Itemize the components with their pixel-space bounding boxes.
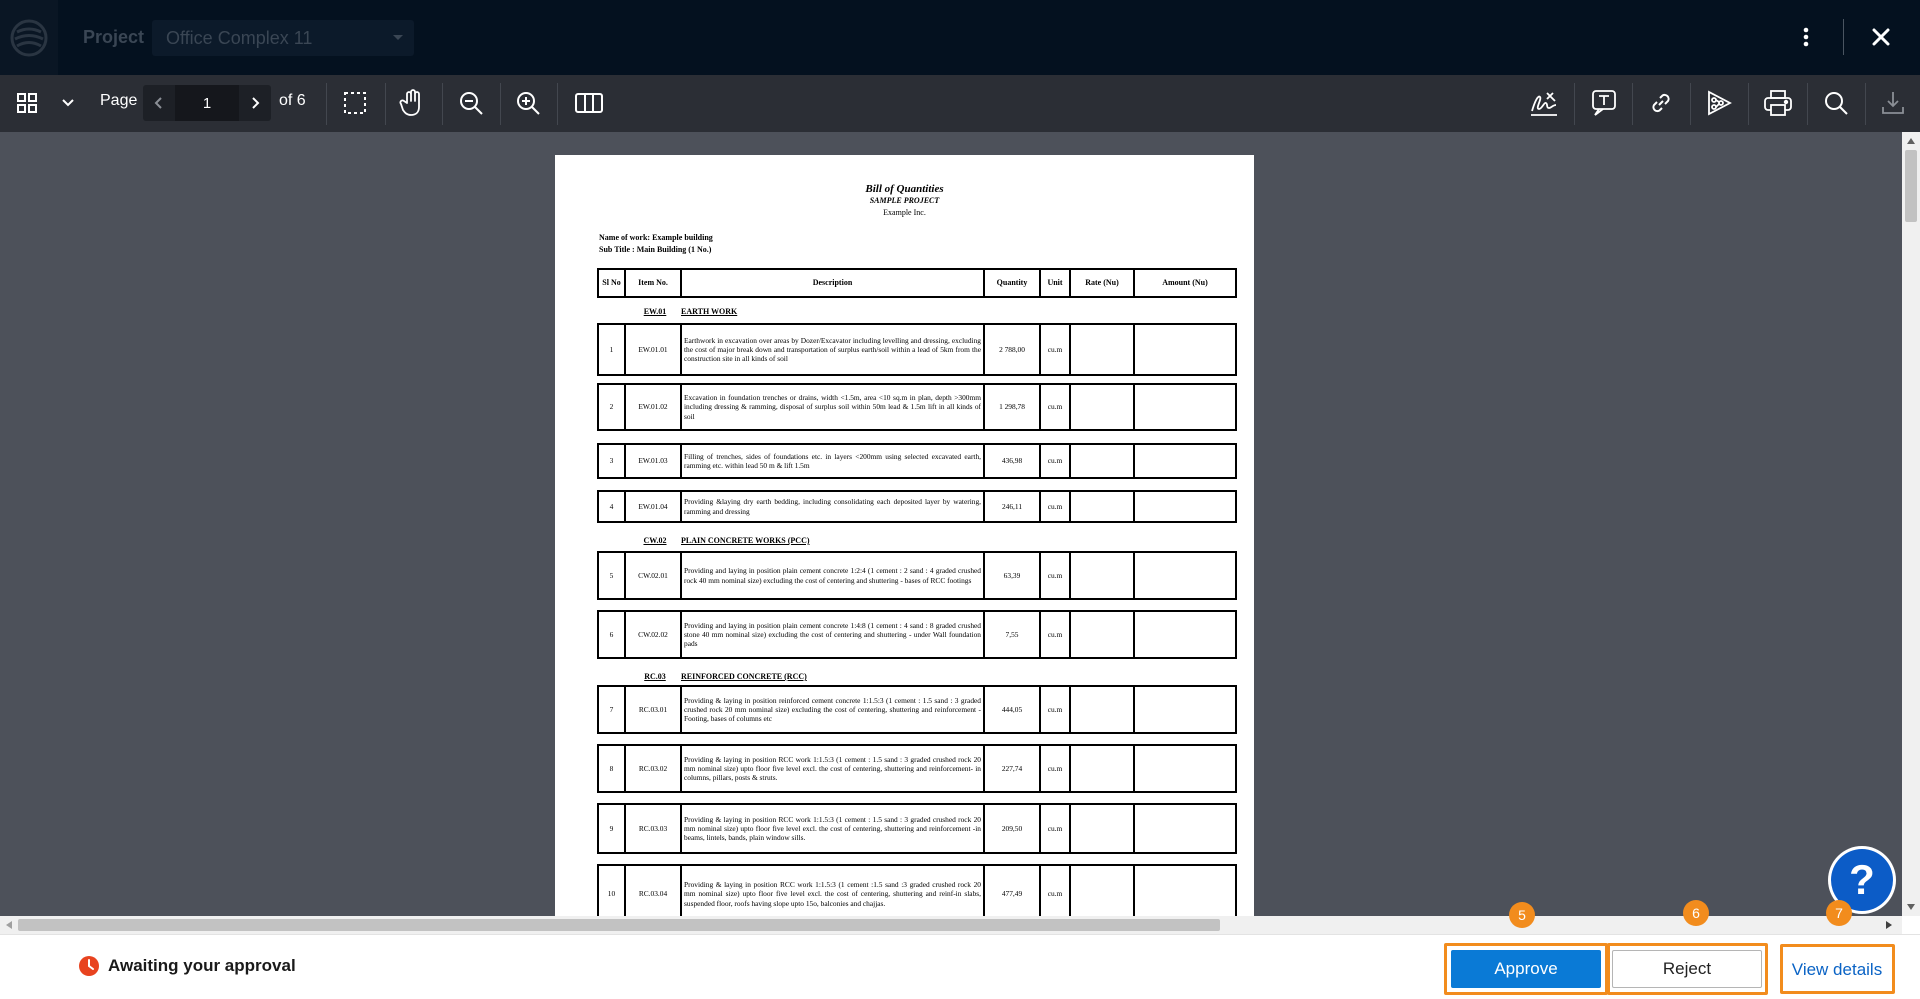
- row-sl: 10: [598, 865, 625, 916]
- row-description: Providing & laying in position reinforced cement concrete 1:1.5:3 (1 cement : 1.5 sand : 3 graded crushed rock 20 mm nominal size) excluding the cost of centering, shuttering and reinforcement - Footing, bases of columns etc: [681, 686, 984, 733]
- name-of-work: Name of work: Example building: [599, 233, 713, 242]
- scroll-down-arrow-icon[interactable]: [1902, 898, 1920, 916]
- zoom-out-icon[interactable]: [450, 82, 492, 124]
- toolbar-separator: [1690, 83, 1691, 125]
- row-rate: [1070, 804, 1134, 853]
- row-item-no: RC.03.04: [625, 865, 681, 916]
- row-quantity: 2 788,00: [984, 324, 1040, 375]
- row-amount: [1134, 384, 1236, 430]
- help-button[interactable]: ?: [1831, 849, 1893, 911]
- toolbar-separator: [1807, 83, 1808, 125]
- table-row: [597, 744, 1237, 793]
- row-amount: [1134, 804, 1236, 853]
- current-page-input[interactable]: 1: [175, 85, 239, 121]
- row-quantity: 227,74: [984, 745, 1040, 792]
- document-company: Example Inc.: [883, 208, 926, 217]
- column-header: Unit: [1040, 269, 1070, 297]
- row-unit: cu.m: [1040, 384, 1070, 430]
- toolbar-separator: [500, 83, 501, 125]
- row-sl: 3: [598, 444, 625, 478]
- row-description: Earthwork in excavation over areas by Dozer/Excavator including levelling and dressing, excluding the cost of major break down and transportation of surplus earth/soil within a lead of 5km from the construction site in all kinds of soil: [681, 324, 984, 375]
- total-pages-label: of 6: [279, 92, 306, 109]
- table-row: [597, 490, 1237, 523]
- row-rate: [1070, 491, 1134, 522]
- close-icon[interactable]: [1866, 22, 1896, 52]
- document-subtitle: SAMPLE PROJECT: [869, 196, 940, 205]
- table-row: [597, 443, 1237, 479]
- row-unit: cu.m: [1040, 804, 1070, 853]
- page-layout-icon[interactable]: [568, 82, 610, 124]
- vertical-scrollbar-thumb[interactable]: [1905, 150, 1917, 222]
- row-sl: 7: [598, 686, 625, 733]
- row-quantity: 246,11: [984, 491, 1040, 522]
- chevron-down-icon[interactable]: [48, 82, 88, 124]
- row-sl: 6: [598, 611, 625, 658]
- project-select-value: Office Complex 11: [166, 28, 313, 48]
- app-logo: [0, 0, 58, 75]
- row-description: Providing and laying in position plain cement concrete 1:2:4 (1 cement : 2 sand : 4 graded crushed rock 40 mm nominal size) excluding the cost of centering and shuttering - bases of RCC footings: [681, 552, 984, 599]
- row-rate: [1070, 611, 1134, 658]
- project-select[interactable]: [152, 20, 414, 56]
- table-row: [597, 803, 1237, 854]
- toolbar-separator: [385, 83, 386, 125]
- step-badge: 6: [1683, 900, 1709, 926]
- row-unit: cu.m: [1040, 491, 1070, 522]
- table-header: [597, 268, 1237, 298]
- row-unit: cu.m: [1040, 611, 1070, 658]
- row-unit: cu.m: [1040, 865, 1070, 916]
- link-icon[interactable]: [1640, 82, 1682, 124]
- clock-icon: [78, 955, 100, 977]
- page-label: Page: [100, 92, 138, 109]
- row-item-no: EW.01.04: [625, 491, 681, 522]
- thumbnails-grid-icon[interactable]: [6, 82, 48, 124]
- reject-button[interactable]: Reject: [1612, 950, 1762, 988]
- table-row: [597, 685, 1237, 734]
- toolbar-separator: [1865, 83, 1866, 125]
- table-row: [597, 323, 1237, 376]
- document-title: Bill of Quantities: [865, 183, 944, 195]
- scroll-up-arrow-icon[interactable]: [1902, 132, 1920, 150]
- approval-status: [78, 955, 296, 977]
- row-rate: [1070, 865, 1134, 916]
- toolbar-separator: [557, 83, 558, 125]
- page-navigator: [143, 85, 271, 121]
- row-rate: [1070, 686, 1134, 733]
- step-badge: 7: [1826, 900, 1852, 926]
- top-app-bar: [0, 0, 1920, 75]
- row-item-no: RC.03.03: [625, 804, 681, 853]
- search-icon[interactable]: [1815, 82, 1857, 124]
- project-label: Project: [83, 27, 145, 47]
- signature-icon[interactable]: [1523, 82, 1565, 124]
- view-details-link[interactable]: View details: [1791, 960, 1883, 979]
- row-unit: cu.m: [1040, 444, 1070, 478]
- row-rate: [1070, 552, 1134, 599]
- row-amount: [1134, 745, 1236, 792]
- previous-page-button[interactable]: [143, 85, 175, 121]
- row-unit: cu.m: [1040, 745, 1070, 792]
- topbar-divider: [1843, 19, 1844, 55]
- row-description: Filling of trenches, sides of foundations etc. in layers <200mm using selected excavated earth, ramming etc. within lead 50 m & lift 1.5m: [681, 444, 984, 478]
- row-rate: [1070, 444, 1134, 478]
- section-code: RC.03: [644, 672, 666, 681]
- row-quantity: 436,98: [984, 444, 1040, 478]
- marquee-select-icon[interactable]: [334, 82, 376, 124]
- section-code: EW.01: [643, 307, 667, 316]
- row-amount: [1134, 611, 1236, 658]
- text-comment-icon[interactable]: [1582, 82, 1624, 124]
- row-sl: 5: [598, 552, 625, 599]
- row-description: Providing &laying dry earth bedding, including consolidating each deposited layer by watering, ramming and dressing: [681, 491, 984, 522]
- zoom-in-icon[interactable]: [507, 82, 549, 124]
- row-description: Excavation in foundation trenches or drains, width <1.5m, area <10 sq.m in plan, depth >300mm including dressing & ramming, disposal of surplus soil within 50m lead & 1.5m lift in all kinds of soil: [681, 384, 984, 430]
- row-quantity: 444,05: [984, 686, 1040, 733]
- row-description: Providing & laying in position RCC work 1:1.5:3 (1 cement : 1.5 sand : 3 graded crushed rock 20 mm nominal size) upto floor five level excl. the cost of centering, shuttering and reinforcement -in beams, lintels, bands, plain window sills.: [681, 804, 984, 853]
- row-unit: cu.m: [1040, 686, 1070, 733]
- toolbar-separator: [442, 83, 443, 125]
- row-amount: [1134, 324, 1236, 375]
- row-item-no: RC.03.02: [625, 745, 681, 792]
- document-viewer[interactable]: [0, 132, 1920, 916]
- row-amount: [1134, 552, 1236, 599]
- download-icon[interactable]: [1872, 82, 1914, 124]
- table-row: [597, 610, 1237, 659]
- row-item-no: EW.01.03: [625, 444, 681, 478]
- row-quantity: 7,55: [984, 611, 1040, 658]
- section-name: EARTH WORK: [681, 307, 738, 316]
- row-sl: 2: [598, 384, 625, 430]
- row-item-no: RC.03.01: [625, 686, 681, 733]
- status-text: Awaiting your approval: [108, 956, 296, 975]
- column-header: Sl No: [598, 269, 625, 297]
- row-amount: [1134, 865, 1236, 916]
- row-quantity: 477,49: [984, 865, 1040, 916]
- row-sl: 4: [598, 491, 625, 522]
- document-page: [555, 155, 1254, 916]
- table-row: [597, 864, 1237, 916]
- vertical-scrollbar[interactable]: [1902, 132, 1920, 916]
- row-sl: 1: [598, 324, 625, 375]
- row-description: Providing and laying in position plain cement concrete 1:4:8 (1 cement : 4 sand : 8 graded crushed stone 40 mm nominal size) excluding the cost of centering and shuttering - under Wall foundation pads: [681, 611, 984, 658]
- row-rate: [1070, 745, 1134, 792]
- section-name: PLAIN CONCRETE WORKS (PCC): [681, 536, 810, 545]
- row-rate: [1070, 324, 1134, 375]
- row-sl: 9: [598, 804, 625, 853]
- sub-title: Sub Title : Main Building (1 No.): [599, 245, 712, 254]
- toolbar-separator: [326, 83, 327, 125]
- row-amount: [1134, 491, 1236, 522]
- row-item-no: EW.01.01: [625, 324, 681, 375]
- row-sl: 8: [598, 745, 625, 792]
- row-item-no: CW.02.01: [625, 552, 681, 599]
- caret-down-icon: [390, 29, 406, 50]
- column-header: Quantity: [984, 269, 1040, 297]
- column-header: Amount (Nu): [1134, 269, 1236, 297]
- column-header: Item No.: [625, 269, 681, 297]
- toolbar-separator: [1574, 83, 1575, 125]
- section-code: CW.02: [643, 536, 667, 545]
- row-item-no: EW.01.02: [625, 384, 681, 430]
- horizontal-scrollbar[interactable]: [0, 916, 1902, 934]
- row-quantity: 209,50: [984, 804, 1040, 853]
- row-quantity: 63,39: [984, 552, 1040, 599]
- logo-icon: [9, 18, 49, 58]
- scroll-left-arrow-icon[interactable]: [0, 916, 18, 934]
- row-amount: [1134, 686, 1236, 733]
- viewer-toolbar: [0, 75, 1920, 132]
- row-amount: [1134, 444, 1236, 478]
- row-unit: cu.m: [1040, 324, 1070, 375]
- pan-hand-icon[interactable]: [391, 82, 433, 124]
- row-description: Providing & laying in position RCC work 1:1.5:3 (1 cement :1.5 sand :3 graded crushed rock 20 mm nominal size) upto floor five level excl. the cost of centering, shuttering and reinf-in slabs, suspended floor, roofs having slope upto 15o, balconies and chajjas.: [681, 865, 984, 916]
- share-icon[interactable]: [1698, 82, 1740, 124]
- row-item-no: CW.02.02: [625, 611, 681, 658]
- column-header: Rate (Nu): [1070, 269, 1134, 297]
- horizontal-scrollbar-thumb[interactable]: [18, 919, 1220, 931]
- column-header: Description: [681, 269, 984, 297]
- step-badge: 5: [1509, 902, 1535, 928]
- approval-bar: [0, 905, 1920, 999]
- approve-button[interactable]: Approve: [1451, 950, 1601, 988]
- scroll-right-arrow-icon[interactable]: [1880, 916, 1898, 934]
- row-quantity: 1 298,78: [984, 384, 1040, 430]
- toolbar-separator: [1632, 83, 1633, 125]
- table-row: [597, 551, 1237, 600]
- toolbar-separator: [1748, 83, 1749, 125]
- next-page-button[interactable]: [239, 85, 271, 121]
- table-row: [597, 383, 1237, 431]
- more-options-icon[interactable]: [1794, 22, 1818, 52]
- section-name: REINFORCED CONCRETE (RCC): [681, 672, 807, 681]
- row-rate: [1070, 384, 1134, 430]
- row-unit: cu.m: [1040, 552, 1070, 599]
- row-description: Providing & laying in position RCC work 1:1.5:3 (1 cement : 1.5 sand : 3 graded crushed rock 20 mm nominal size) upto floor five level excl. the cost of centering, shuttering and reinforcement- in columns, pillars, posts & struts.: [681, 745, 984, 792]
- print-icon[interactable]: [1757, 82, 1799, 124]
